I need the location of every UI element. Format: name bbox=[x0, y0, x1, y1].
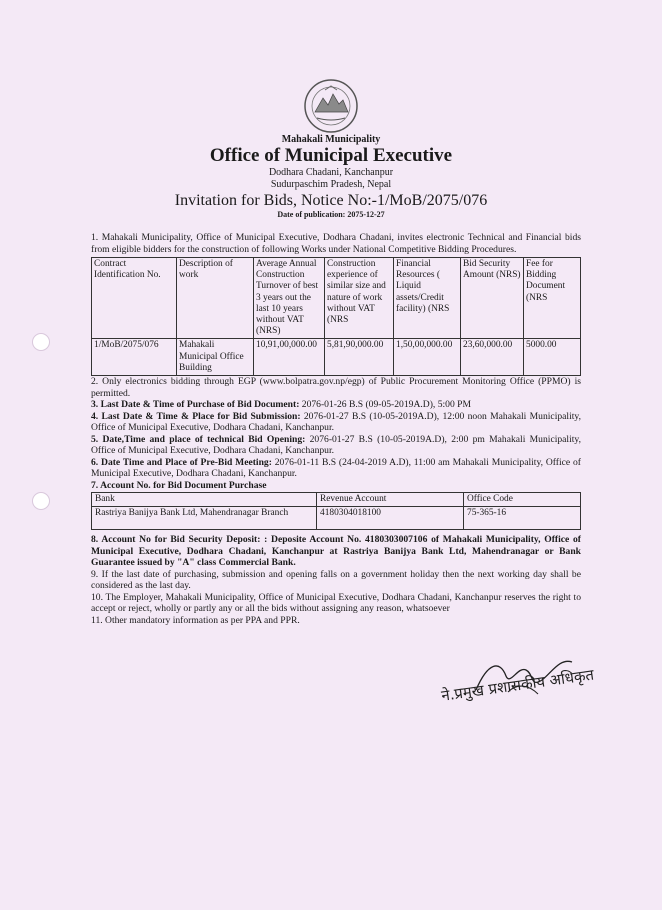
item-label: 4. Last Date & Time & Place for Bid Submission: bbox=[91, 410, 301, 422]
office-title: Office of Municipal Executive bbox=[209, 145, 453, 166]
table-header-cell: Fee for Bidding Document (NRS bbox=[524, 258, 581, 339]
table-cell: 1/MoB/2075/076 bbox=[92, 339, 177, 376]
item-label: 5. Date,Time and place of technical Bid Opening: bbox=[91, 433, 306, 445]
table-header-row bbox=[92, 258, 581, 339]
account-table bbox=[91, 492, 581, 530]
item-text: 8. Account No for Bid Security Deposit: : Deposite Account No. 4180303007106 of Mahakali Municipality, Office of Municipal Executive, Dodhara Chadani, Kanchanpur at Rastriya Banijya Bank Ltd, Mahendranagar or Bank Guarantee issued by "A" class Commercial Bank. bbox=[91, 534, 581, 569]
table-header-cell: Average Annual Construction Turnover of best 3 years out the last 10 years without VAT (NRS) bbox=[254, 258, 325, 339]
table-header-cell: Construction experience of similar size and nature of work without VAT (NRS bbox=[325, 258, 394, 339]
table-cell: 75-365-16 bbox=[464, 507, 581, 530]
item-7 bbox=[91, 480, 581, 492]
table-header-cell: Contract Identification No. bbox=[92, 258, 177, 339]
item-4 bbox=[91, 411, 581, 434]
address-line: Sudurpaschim Pradesh, Nepal bbox=[270, 179, 392, 190]
item-3 bbox=[91, 399, 581, 411]
table-row bbox=[92, 339, 581, 376]
item-5 bbox=[91, 434, 581, 457]
table-cell: 5,81,90,000.00 bbox=[325, 339, 394, 376]
signature-title: ने.प्रमुख प्रशासकीय अधिकृत bbox=[440, 665, 596, 705]
item-9: 9. If the last date of purchasing, submission and opening falls on a government holiday then the next working day shall be considered as the last day. bbox=[91, 568, 581, 592]
table-cell: 1,50,00,000.00 bbox=[394, 339, 461, 376]
table-cell: 10,91,00,000.00 bbox=[254, 339, 325, 376]
item-text: 2076-01-27 B.S (10-05-2019A.D), 12:00 noon Mahakali Municipality, Office of Municipal Executive, Dodhara Chadani, Kanchanpur. bbox=[91, 410, 581, 434]
item-text: 2076-01-26 B.S (09-05-2019A.D), 5:00 PM bbox=[299, 399, 472, 411]
item-8 bbox=[91, 534, 581, 569]
municipality-name: Mahakali Municipality bbox=[281, 134, 381, 145]
table-cell: Rastriya Banijya Bank Ltd, Mahendranagar Branch bbox=[92, 507, 317, 530]
intro-paragraph: 1. Mahakali Municipality, Office of Municipal Executive, Dodhara Chadani, invites electronic Technical and Financial bids from eligible bidders for the construction of following Works under National Competitive Bidding Procedures. bbox=[91, 232, 581, 255]
item-10: 10. The Employer, Mahakali Municipality, Office of Municipal Executive, Dodhara Chadani, Kanchanpur reserves the right to accept or reject, wholly or partly any or all the bids without assigning any reason, whatsoever bbox=[91, 591, 581, 615]
table-header-cell: Bank bbox=[92, 493, 317, 507]
table-header-cell: Description of work bbox=[177, 258, 254, 339]
item-text: 2076-01-27 B.S (10-05-2019A.D), 2:00 pm Mahakali Municipality, Office of Municipal Executive, Dodhara Chadani, Kanchanpur. bbox=[91, 433, 581, 457]
table-header-cell: Office Code bbox=[464, 493, 581, 507]
bid-details-table bbox=[91, 257, 581, 376]
item-6 bbox=[91, 457, 581, 480]
item-text: 2076-01-11 B.S (24-04-2019 A.D), 11:00 am Mahakali Municipality, Office of Municipal Executive, Dodhara Chadani, Kanchanpur. bbox=[91, 456, 581, 480]
table-cell: 4180304018100 bbox=[317, 507, 464, 530]
item-2: 2. Only electronics bidding through EGP (www.bolpatra.gov.np/egp) of Public Procurement Monitoring Office (PPMO) is permitted. bbox=[91, 376, 581, 399]
item-11: 11. Other mandatory information as per PPA and PPR. bbox=[91, 614, 300, 626]
table-cell: Mahakali Municipal Office Building bbox=[177, 339, 254, 376]
table-header-cell: Revenue Account bbox=[317, 493, 464, 507]
item-label: 3. Last Date & Time of Purchase of Bid Document: bbox=[91, 399, 300, 411]
table-cell: 5000.00 bbox=[524, 339, 581, 376]
letterhead bbox=[0, 78, 662, 219]
table-row bbox=[92, 507, 581, 530]
punch-hole bbox=[32, 333, 50, 351]
item-label: 6. Date Time and Place of Pre-Bid Meeting: bbox=[91, 456, 272, 468]
table-header-cell: Bid Security Amount (NRS) bbox=[461, 258, 524, 339]
address-line: Dodhara Chadani, Kanchanpur bbox=[268, 167, 394, 178]
punch-hole bbox=[32, 492, 50, 510]
publication-date: Date of publication: 2075-12-27 bbox=[277, 210, 385, 219]
item-label: 7. Account No. for Bid Document Purchase bbox=[91, 479, 267, 491]
table-cell: 23,60,000.00 bbox=[461, 339, 524, 376]
municipal-seal-icon bbox=[301, 78, 361, 134]
notice-body bbox=[91, 232, 581, 626]
table-header-row bbox=[92, 493, 581, 507]
table-header-cell: Financial Resources ( Liquid assets/Credit facility) (NRS bbox=[394, 258, 461, 339]
notice-title: Invitation for Bids, Notice No:-1/MoB/2075/076 bbox=[174, 192, 488, 209]
signature-block bbox=[440, 660, 630, 720]
